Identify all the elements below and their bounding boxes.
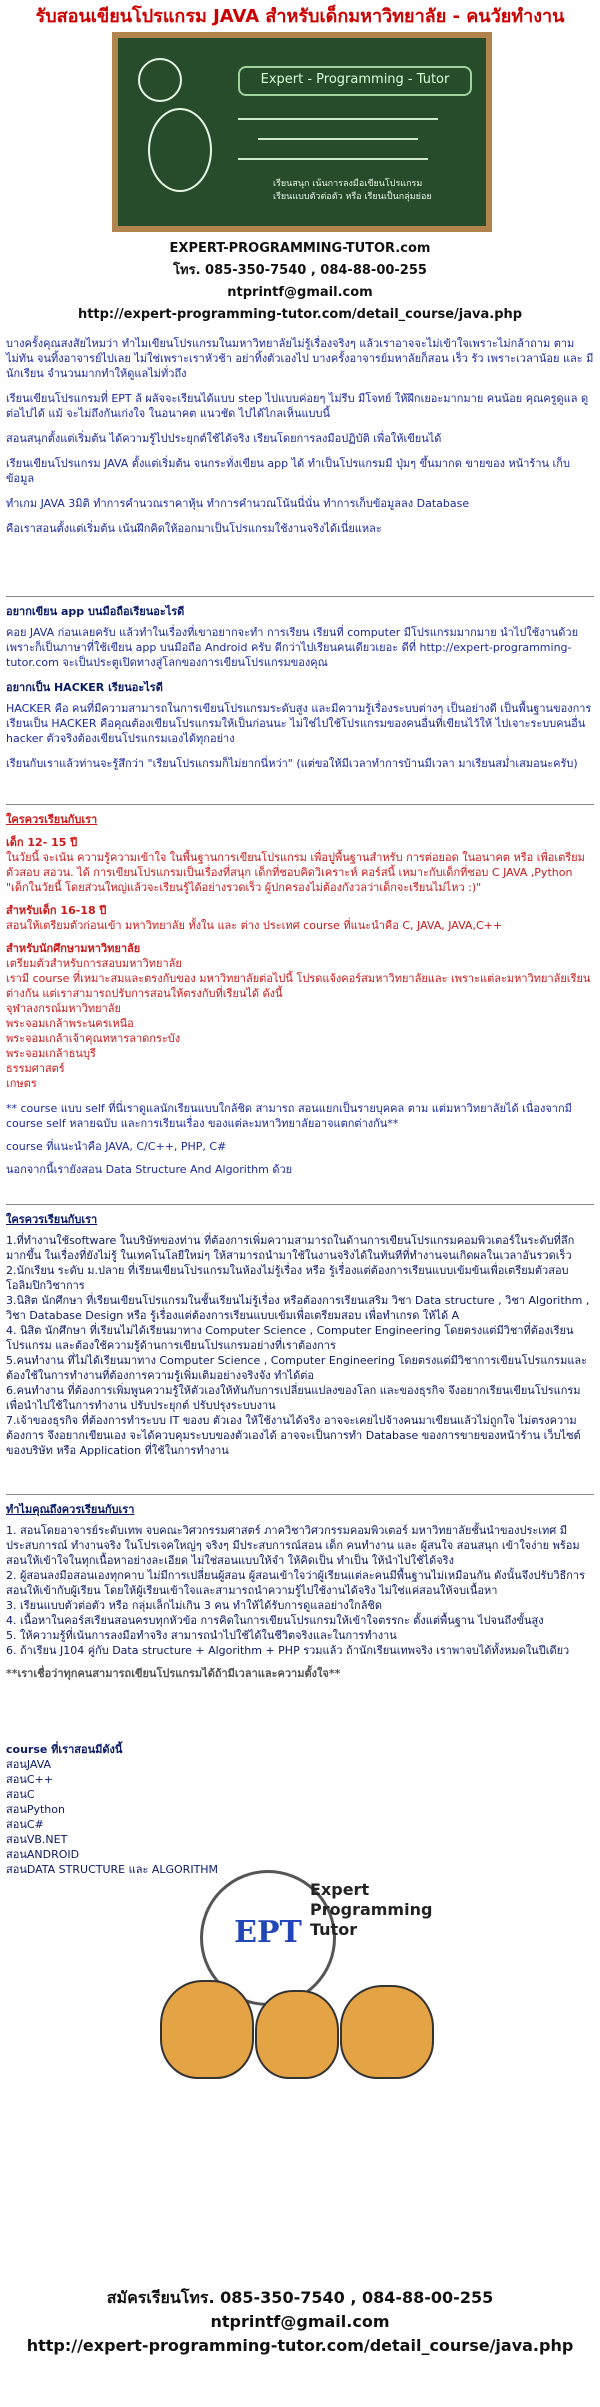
intro-paragraph: เรียนเขียนโปรแกรม JAVA ตั้งแต่เริ่มต้น จนกระทั่งเขียน app ได้ ทำเป็นโปรแกรมมี ปุ่มๆ ขึ้นมากด ขายของ หน้าร้าน เก็บข้อมูล [6, 457, 570, 485]
logo-text [310, 1880, 432, 1940]
list-item: สอนJAVA [6, 1758, 52, 1771]
chalk-person-icon [148, 108, 212, 192]
course-list-section [6, 1742, 594, 1877]
list-item: ธรรมศาสตร์ [6, 1062, 65, 1075]
board-note [273, 178, 463, 204]
list-item: 3. เรียนแบบตัวต่อตัว หรือ กลุ่มเล็กไม่เกิน 3 คน ทำให้ได้รับการดูแลอย่างใกล้ชิด [6, 1599, 383, 1612]
kids-title: เด็ก 12- 15 ปี [6, 836, 78, 849]
contact-url[interactable]: http://expert-programming-tutor.com/detail_course/java.php [77, 307, 523, 322]
ept-logo [160, 1870, 450, 2080]
list-item: สอนC++ [6, 1773, 53, 1786]
course-list-title: course ที่เราสอนมีดังนี้ [6, 1743, 123, 1756]
teen-body: สอนให้เตรียมตัวก่อนเข้า มหาวิทยาลัย ทั้งใน และ ต่าง ประเทศ course ที่แนะนำคือ C, JAVA, JAVA,C++ [6, 919, 503, 932]
list-item: พระจอมเกล้าธนบุรี [6, 1047, 96, 1060]
list-item: 5.คนทำงาน ที่ไม่ได้เรียนมาทาง Computer Science , Computer Engineering โดยตรงแต่มีวิชาการเขียนโปรแกรมและต้องใช้ในการทำงานที่ต้องการความรู้เพิ่มเติมอย่างจริงจัง ทำได้ต่อ [6, 1354, 588, 1382]
who-section [6, 812, 594, 1177]
list-item: พระจอมเกล้าพระนครเหนือ [6, 1017, 134, 1030]
chalk-line [258, 138, 418, 140]
divider [6, 1204, 594, 1205]
hacker-heading: อยากเป็น HACKER เรียนอะไรดี [6, 681, 163, 694]
contact-block [0, 238, 600, 326]
who-heading: ใครควรเรียนกับเรา [6, 813, 98, 826]
list-item: 2. ผู้สอนลงมือสอนเองทุกคาบ ไม่มีการเปลี่ยนผู้สอน ผู้สอนเข้าใจว่าผู้เรียนแต่ละคนมีพื้นฐานไม่เหมือนกัน ดังนั้นจึงปรับวิธีการสอนให้เข้ากับผู้เรียน โดยให้ผู้เรียนเข้าใจและสามารถนำความรู้ไปใช้งานได้จริง ไม่ใช่แค่สอนให้จบเนื้อหา [6, 1569, 586, 1597]
intro-section [6, 336, 594, 536]
list-item: สอนC [6, 1788, 35, 1801]
hacker-note: เรียนกับเราแล้วท่านจะรู้สึกว่า "เรียนโปรแกรมก็ไม่ยากนี่หว่า" (แต่ขอให้มีเวลาทำการบ้านมีเวลา มาเรียนสม่ำเสมอนะครับ) [6, 757, 578, 770]
logo-line: Tutor [310, 1920, 358, 1939]
list-item: พระจอมเกล้าเจ้าคุณทหารลาดกระบัง [6, 1032, 181, 1045]
chalk-line [238, 158, 428, 160]
board-note-line: เรียนแบบตัวต่อตัว หรือ เรียนเป็นกลุ่มย่อย [273, 192, 432, 202]
logo-line: Expert [310, 1880, 370, 1899]
list-item: สอนDATA STRUCTURE และ ALGORITHM [6, 1863, 219, 1876]
list-item: สอนANDROID [6, 1848, 80, 1861]
uni-body: เตรียมตัวสำหรับการสอบมหาวิทยาลัย [6, 957, 182, 970]
list-item: 5. ให้ความรู้ที่เน้นการลงมือทำจริง สามารถนำไปใช้ได้ในชีวิตจริงและในการทำงาน [6, 1629, 397, 1642]
chalkboard-banner [112, 32, 492, 232]
list-item: จุฬาลงกรณ์มหาวิทยาลัย [6, 1002, 121, 1015]
kids-body: ในวัยนี้ จะเน้น ความรู้ความเข้าใจ ในพื้นฐานการเขียนโปรแกรม เพื่อปูพื้นฐานสำหรับ การต่อยอด ในอนาคต หรือ เพื่อเตรียมตัวสอบ สอวน. ได้ การเขียนโปรแกรมเป็นเรื่องที่สนุก เด็กที่ชอบคิดวิเคราะห์ คอร์สนี้ เหมาะกับเด็กที่ชอบ C JAVA ,Python [6, 851, 585, 879]
intro-paragraph: เรียนเขียนโปรแกรมที่ EPT ล้ ผลัจจะเรียนได้แบบ step ไปแบบค่อยๆ ไม่รีบ มีโจทย์ ให้ฝึกเยอะมากมาย คนน้อย คุณครูดูแล ดูต่อไปได้ แม้ จะไม่ถึงกันเก่งใจ ในอนาคต แนวชัด ไปได้ไกลเห็นแบบนี้ [6, 392, 589, 420]
list-item: 3.นิสิต นักศึกษา ที่เรียนเขียนโปรแกรมในชั้นเรียนไม่รู้เรื่อง หรือต้องการเรียนเสริม วิชา Data structure , วิชา Algorithm , วิชา Database Design หรือ รู้เรื่องแต่ต้องการเรียนแบบเข้มเพื่อเตรียมสอบ เพื่อทำเกรด ให้ได้ A [6, 1294, 590, 1322]
list-item: 4. เนื้อหาในคอร์สเรียนสอนครบทุกหัวข้อ การคิดในการเขียนโปรแกรมให้เข้าใจตรรกะ ตั้งแต่พื้นฐาน ไปจนถึงขั้นสูง [6, 1614, 544, 1627]
course-list [6, 1757, 594, 1877]
board-note-line: เรียนสนุก เน้นการลงมือเขียนโปรแกรม [273, 179, 423, 189]
footer-phone: สมัครเรียนโทร. 085-350-7540 , 084-88-00-255 [106, 2288, 494, 2307]
extra-course-line: นอกจากนี้เรายังสอน Data Structure And Algorithm ด้วย [6, 1163, 293, 1176]
list-item: เกษตร [6, 1077, 37, 1090]
university-list [6, 1001, 594, 1091]
hacker-body: HACKER คือ คนที่มีความสามารถในการเขียนโปรแกรมระดับสูง และมีความรู้เรื่องระบบต่างๆ เป็นอย่างดี เป็นพื้นฐานของการเรียนเป็น HACKER คือคุณต้องเขียนโปรแกรมให้เป็นก่อนนะ ไม่ใช่ไปใช้โปรแกรมของคนอื่นที่เขียนไว้ให้ ไปเจาะระบบคนอื่น hacker ตัวจริงต้องเขียนโปรแกรมเองได้ทุกอย่าง [6, 702, 592, 745]
footer-email[interactable]: ntprintf@gmail.com [210, 2312, 390, 2331]
why-heading: ใครควรเรียนกับเรา [6, 1213, 98, 1226]
kids-quote: "เด็กในวัยนี้ โดยส่วนใหญ่แล้วจะเรียนรู้ได้อย่างรวดเร็ว ผู้ปกครองไม่ต้องกังวลว่าเด็กจะเรียนไม่ไหว :)" [6, 881, 482, 894]
hacker-section [6, 680, 594, 771]
list-item: 1. สอนโดยอาจารย์ระดับเทพ จบคณะวิศวกรรมศาสตร์ ภาควิชาวิศวกรรมคอมพิวเตอร์ มหาวิทยาลัยชั้นนำของประเทศ มีประสบการณ์ ทำงานจริง ในโปรเจคใหญ่ๆ จริงๆ มีประสบการณ์สอน เด็ก คนทำงาน และ ผู้สนใจ สอนสนุก เข้าใจง่าย พร้อมสอนให้เข้าใจในทุกเนื้อหาอย่างละเอียด ไม่ใช่สอนแบบให้จำ ให้คิดเป็น ทำเป็น ให้นำไปใช้ได้จริง [6, 1524, 580, 1567]
contact-phone: โทร. 085-350-7540 , 084-88-00-255 [173, 263, 427, 278]
list-item: 7.เจ้าของธุรกิจ ที่ต้องการทำระบบ IT ของบ ตัวเอง ให้ใช้งานได้จริง อาจจะเคยไปจ้างคนมาเขียนแล้วไม่ถูกใจ ไม่ตรงความต้องการ จึงอยากเขียนเอง จะได้ควบคุมระบบของตัวเองได้ อาจจะเป็นการทำ Database ของการขายของหน้าร้าน เว็บไซต์ของบริษัท หรือ Application ที่ใช้ในการทำงาน [6, 1414, 581, 1457]
list-item: สอนPython [6, 1803, 65, 1816]
tiger-mascot-icon [255, 1990, 339, 2079]
tiger-mascot-icon [340, 1985, 434, 2079]
recommended-courses: course ที่แนะนำคือ JAVA, C/C++, PHP, C# [6, 1140, 227, 1153]
divider [6, 804, 594, 805]
how-section [6, 1502, 594, 1681]
list-item: 2.นักเรียน ระดับ ม.ปลาย ที่เรียนเขียนโปรแกรมในห้องไม่รู้เรื่อง หรือ รู้เรื่องแต่ต้องการเรียนแบบเข้มข้นเพื่อเตรียมตัวสอบโอลิมปิกวิชาการ [6, 1264, 569, 1292]
intro-paragraph: สอนสนุกตั้งแต่เริ่มต้น ได้ความรู้ไปประยุกต์ใช้ได้จริง เรียนโดยการลงมือปฏิบัติ เพื่อให้เขียนได้ [6, 432, 442, 445]
footer-contact [0, 2286, 600, 2358]
page-title: รับสอนเขียนโปรแกรม JAVA สำหรับเด็กมหาวิทยาลัย - คนวัยทำงาน [35, 6, 565, 27]
list-item: สอนVB.NET [6, 1833, 68, 1846]
why-section [6, 1212, 594, 1458]
logo-badge: EPT [234, 1915, 302, 1950]
chalk-line [238, 118, 438, 120]
teen-title: สำหรับเด็ก 16-18 ปี [6, 904, 107, 917]
intro-paragraph: คือเราสอนตั้งแต่เริ่มต้น เน้นฝึกคิดให้ออกมาเป็นโปรแกรมใช้งานจริงได้เนี่ยแหละ [6, 522, 382, 535]
list-item: 1.ที่ทำงานใช้software ในบริษัทของท่าน ที่ต้องการเพิ่มความสามารถในด้านการเขียนโปรแกรมคอมพิวเตอร์ในระดับที่ลึกมากขึ้น ในเรื่องที่ยังไม่รู้ ในเทคโนโลยีใหม่ๆ ให้สามารถนำมาใช้ในงานจริงได้ในทันทีที่ทำงานจนเกิดผลในเวลาอันรวดเร็ว [6, 1234, 575, 1262]
divider [6, 1494, 594, 1495]
app-body: คอย JAVA ก่อนเลยครับ แล้วทำในเรื่องที่เขาอยากจะทำ การเรียน เรียนที่ computer มีโปรแกรมมากมาย นำไปใช้งานด้วย เพราะก็เป็นภาษาที่ใช้เขียน app บนมือถือ Android ครับ ดีกว่าไปเรียนคนเดียวเยอะ ดีที่ http://expert-programming-tutor.com จะเป็นประตูเปิดทางสู่โลกของการเขียนโปรแกรมของคุณ [6, 626, 579, 669]
chalk-bear-icon [138, 58, 182, 102]
list-item: 4. นิสิต นักศึกษา ที่เรียนไม่ได้เรียนมาทาง Computer Science , Computer Engineering โดยตรงแต่มีวิชาที่ต้องเรียนโปรแกรม และต้องใช้ความรู้ด้านการเขียนโปรแกรมอย่างที่เราต้องการ [6, 1324, 574, 1352]
self-course-note: ** course แบบ self ที่นี่เราดูแลนักเรียนแบบใกล้ชิด สามารถ สอนแยกเป็นรายบุคคล ตาม แต่มหาวิทยาลัยได้ เนื่องจากมี course self หลายฉบับ และการเรียนเรื่อง ของแต่ละมหาวิทยาลัยอาจแตกต่างกัน** [6, 1102, 572, 1130]
app-section [6, 604, 594, 670]
contact-name: EXPERT-PROGRAMMING-TUTOR.com [169, 241, 431, 256]
intro-paragraph: บางครั้งคุณสงสัยไหมว่า ทำไมเขียนโปรแกรมในมหาวิทยาลัยไม่รู้เรื่องจริงๆ แล้วเราอาจจะไม่เข้าใจเพราะไม่กล้าถาม ตามไม่ทัน จนทิ้งอาจารย์ไปเลย ไม่ใช่เพราะเราหัวช้า อย่าทิ้งตัวเองไป บางครั้งอาจารย์มหาลัยก็สอน เร็ว รัว เพราะเวลาน้อย และ มีนักเรียน จำนวนมากทำให้ดูแลไม่ทั่วถึง [6, 337, 594, 380]
board-logo: Expert - Programming - Tutor [238, 66, 472, 96]
belief-note: **เราเชื่อว่าทุกคนสามารถเขียนโปรแกรมได้ถ้ามีเวลาและความตั้งใจ** [6, 1667, 341, 1680]
logo-line: Programming [310, 1900, 433, 1919]
app-heading: อยากเขียน app บนมือถือเรียนอะไรดี [6, 605, 185, 618]
list-item: 6. ถ้าเรียน J104 คู่กับ Data structure + Algorithm + PHP รวมแล้ว ถ้านักเรียนเทพจริง เราพาจบได้ทั้งหมดในปีเดียว [6, 1644, 570, 1657]
tiger-mascot-icon [160, 1980, 254, 2079]
uni-title: สำหรับนักศึกษามหาวิทยาลัย [6, 942, 141, 955]
how-heading: ทำไมคุณถึงควรเรียนกับเรา [6, 1503, 135, 1516]
divider [6, 596, 594, 597]
footer-url[interactable]: http://expert-programming-tutor.com/detail_course/java.php [26, 2336, 574, 2355]
contact-email[interactable]: ntprintf@gmail.com [227, 285, 373, 300]
list-item: สอนC# [6, 1818, 44, 1831]
list-item: 6.คนทำงาน ที่ต้องการเพิ่มพูนความรู้ให้ตัวเองให้ทันกับการเปลี่ยนแปลงของโลก และของธุรกิจ จึงอยากเรียนเขียนโปรแกรม เพื่อนำไปใช้ในการทำงาน ปรับประยุกต์ ปรับปรุงระบบงาน [6, 1384, 581, 1412]
intro-paragraph: ทำเกม JAVA 3มิติ ทำการคำนวณราคาหุ้น ทำการคำนวณโน้นนี่นั่น ทำการเก็บข้อมูลลง Database [6, 497, 470, 510]
uni-body: เรามี course ที่เหมาะสมและตรงกับของ มหาวิทยาลัยต่อไปนี้ โปรดแจ้งคอร์สมหาวิทยาลัยและ เพราะแต่ละมหาวิทยาลัยเรียนต่างกัน แต่เราสามารถปรับการสอนให้ตรงกับที่เรียนได้ ดังนี้ [6, 972, 591, 1000]
